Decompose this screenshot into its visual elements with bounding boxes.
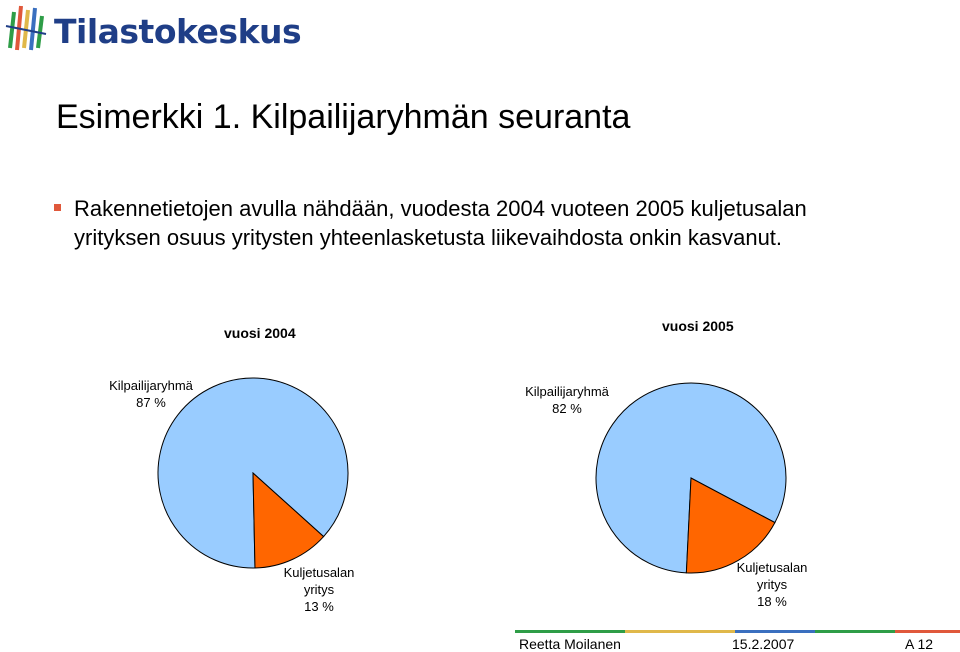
pie-chart-2005 <box>596 383 786 573</box>
slice-label-value: 18 % <box>757 594 787 609</box>
pie-2004-label-competitors <box>96 377 206 411</box>
chart-title-2005: vuosi 2005 <box>662 318 734 334</box>
slice-label-name: Kilpailijaryhmä <box>525 384 609 399</box>
chart-title-2004: vuosi 2004 <box>224 325 296 341</box>
pie-2004-label-transport <box>274 564 364 615</box>
footer-author: Reetta Moilanen <box>519 636 621 652</box>
logo-text: Tilastokeskus <box>54 12 302 51</box>
footer-bar-segment <box>735 630 815 633</box>
slice-label-value: 13 % <box>304 599 334 614</box>
pie-2005-label-transport <box>726 559 818 610</box>
bullet-text: Rakennetietojen avulla nähdään, vuodesta 2004 vuoteen 2005 kuljetusalan yrityksen osuus yritysten yhteenlasketusta liikevaihdosta onkin kasvanut. <box>74 196 807 250</box>
footer-bar-segment <box>515 630 625 633</box>
slice-label-name: Kilpailijaryhmä <box>109 378 193 393</box>
slice-label-name: Kuljetusalan yritys <box>736 560 808 592</box>
slice-label-value: 82 % <box>552 401 582 416</box>
slide-title: Esimerkki 1. Kilpailijaryhmän seuranta <box>56 98 631 136</box>
footer-bar-segment <box>625 630 735 633</box>
footer-bar-segment <box>815 630 895 633</box>
footer-page-number: A 12 <box>905 636 934 652</box>
pie-2005-label-competitors <box>512 383 622 417</box>
footer-date: 15.2.2007 <box>732 636 795 652</box>
slice-label-value: 87 % <box>136 395 166 410</box>
footer-bar-segment <box>895 630 960 633</box>
slice-label-name: Kuljetusalan yritys <box>283 565 355 597</box>
